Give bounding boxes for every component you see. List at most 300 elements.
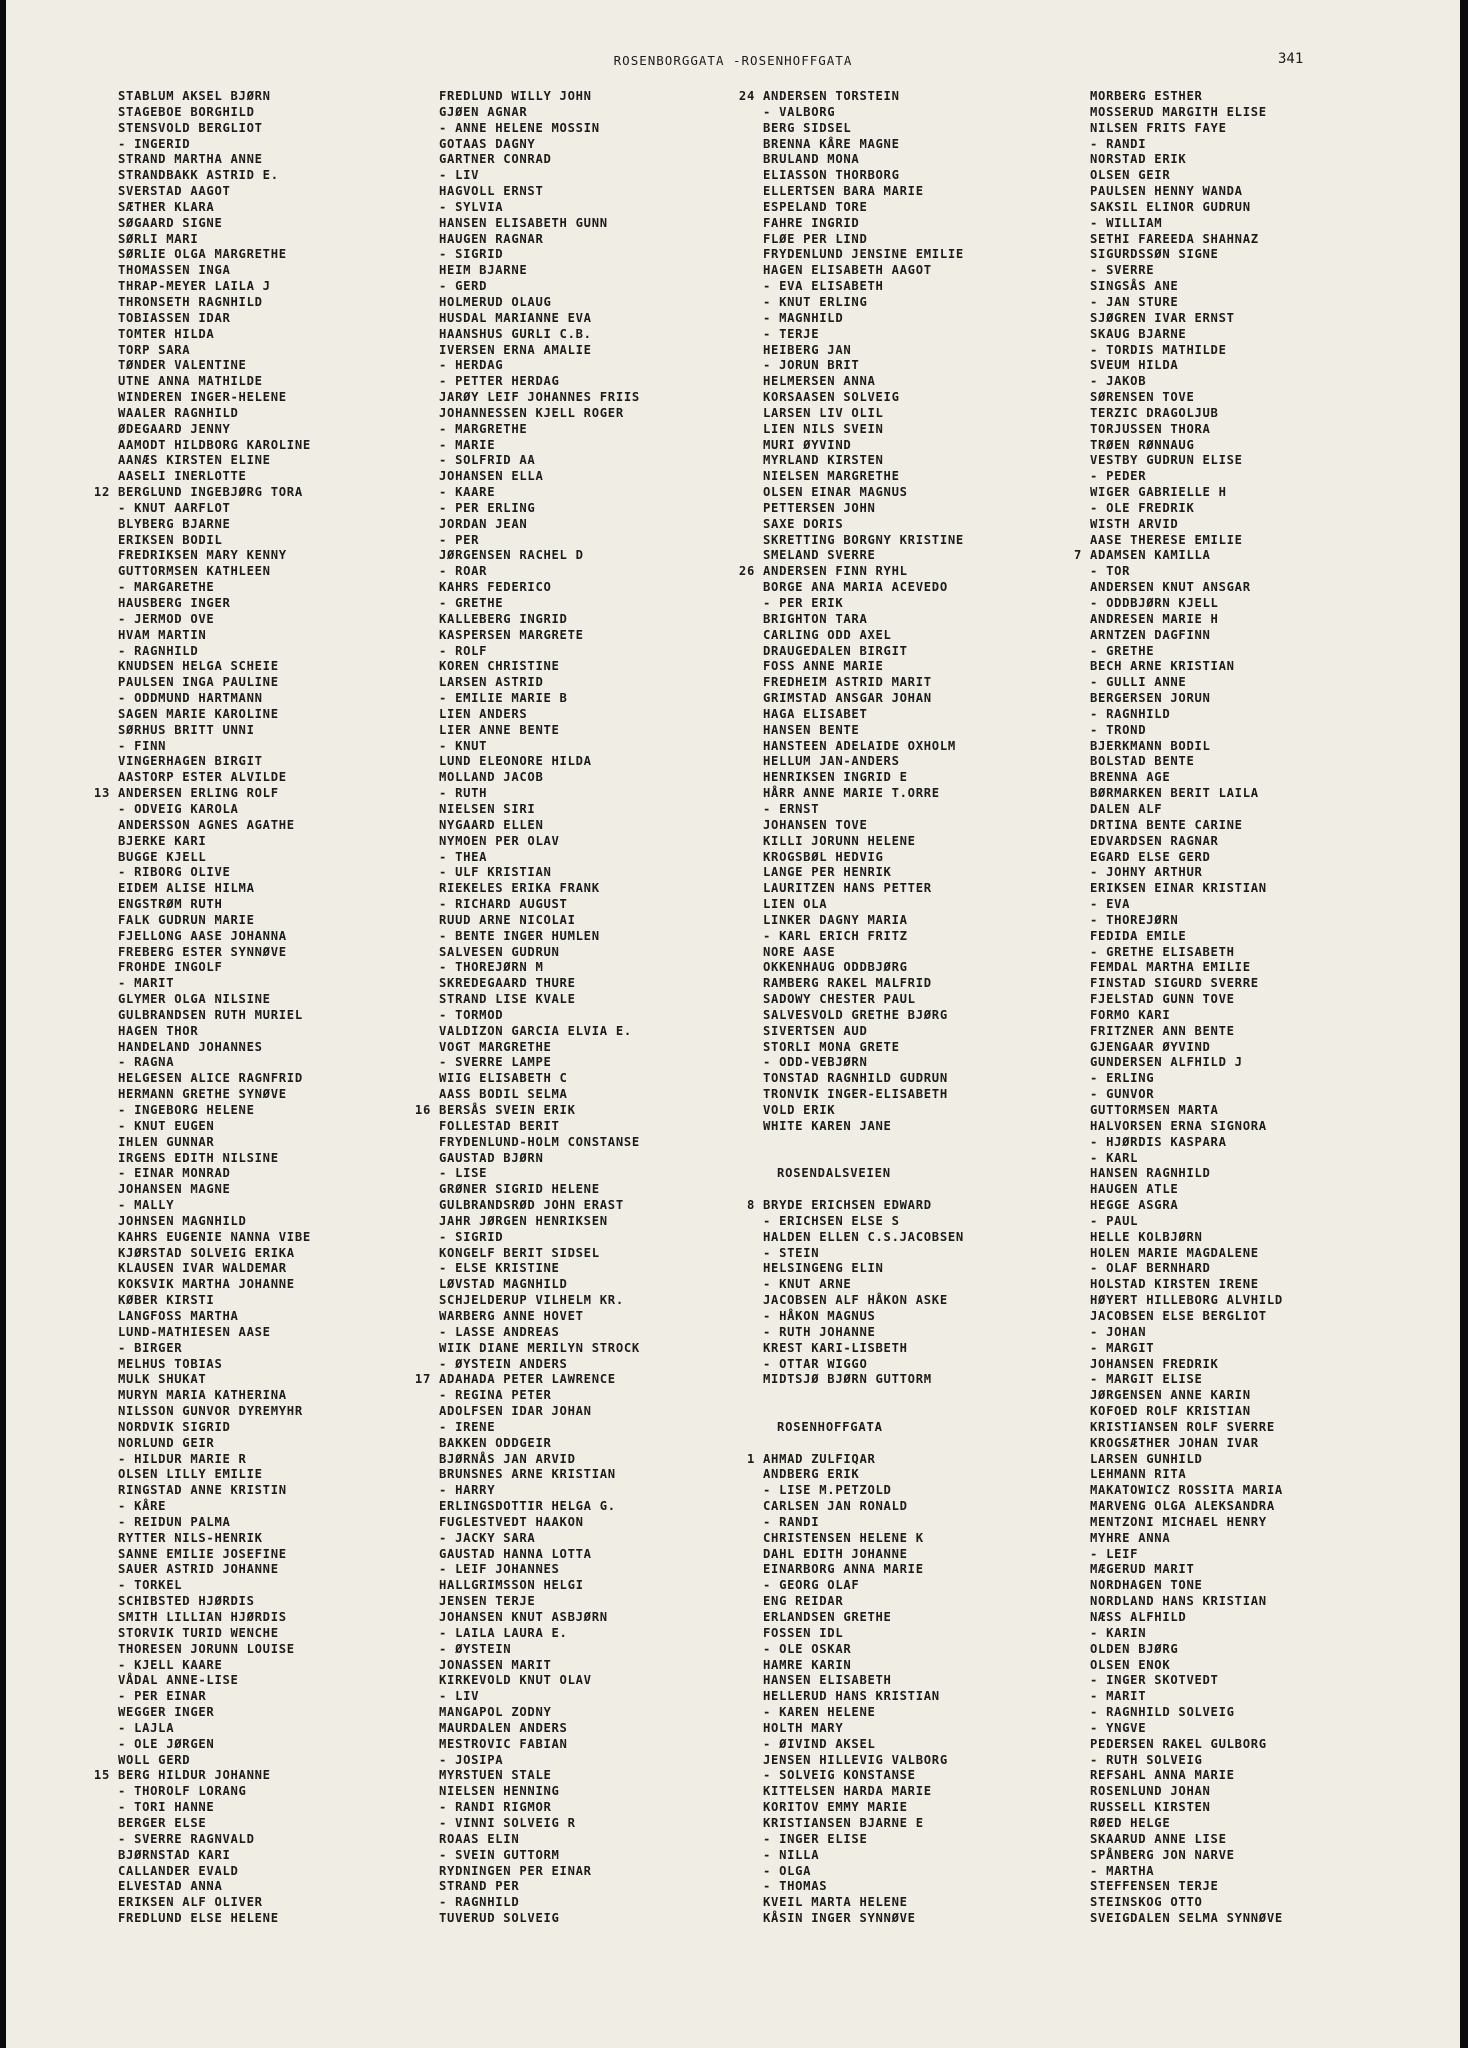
resident-name: - ERICHSEN ELSE S [763, 1213, 900, 1228]
resident-name: - INGER ELISE [763, 1831, 868, 1846]
resident-entry [1090, 1816, 1440, 1832]
resident-entry [763, 786, 1113, 802]
resident-name: SKRETTING BORGNY KRISTINE [763, 532, 964, 547]
resident-name: LARSEN GUNHILD [1090, 1451, 1203, 1466]
resident-name: - GRETHE ELISABETH [1090, 944, 1235, 959]
resident-entry [118, 263, 468, 279]
page-number: 341 [1278, 51, 1304, 67]
resident-name: HAMRE KARIN [763, 1657, 852, 1672]
resident-name: - RUTH JOHANNE [763, 1324, 876, 1339]
resident-name: NORDVIK SIGRID [118, 1419, 231, 1434]
resident-entry [1090, 818, 1440, 834]
resident-name: BJERKE KARI [118, 833, 207, 848]
resident-entry [1090, 1325, 1440, 1341]
resident-entry [1090, 1658, 1440, 1674]
resident-name: - RAGNA [118, 1055, 175, 1070]
resident-name: HEIM BJARNE [439, 263, 528, 278]
resident-name: - KNUT EUGEN [118, 1118, 215, 1133]
resident-entry [1090, 485, 1440, 501]
resident-name: PEDERSEN RAKEL GULBORG [1090, 1736, 1267, 1751]
column-2 [414, 89, 789, 1927]
resident-name: HAGEN THOR [118, 1023, 199, 1038]
resident-entry [763, 1309, 1113, 1325]
resident-name: AASS BODIL SELMA [439, 1087, 568, 1102]
resident-name: IHLEN GUNNAR [118, 1134, 215, 1149]
resident-entry [1090, 453, 1440, 469]
resident-name: - MARIT [118, 976, 175, 991]
resident-entry [1090, 1119, 1440, 1135]
house-number: 8 [746, 1198, 755, 1213]
resident-name: SKREDEGAARD THURE [439, 976, 576, 991]
resident-entry [1090, 1087, 1440, 1103]
resident-entry [763, 881, 1113, 897]
street-heading: ROSENDALSVEIEN [777, 1166, 891, 1181]
resident-entry [439, 327, 789, 343]
resident-name: - MARGIT ELISE [1090, 1372, 1203, 1387]
resident-name: LAURITZEN HANS PETTER [763, 881, 932, 896]
resident-name: - RANDI [1090, 136, 1147, 151]
resident-name: GJENGAAR ØYVIND [1090, 1039, 1211, 1054]
resident-entry [118, 739, 468, 755]
resident-entry [763, 1008, 1113, 1024]
resident-name: BRIGHTON TARA [763, 611, 868, 626]
resident-name: TERZIC DRAGOLJUB [1090, 405, 1219, 420]
resident-name: JOHANSEN MAGNE [118, 1182, 231, 1197]
resident-entry [118, 897, 468, 913]
resident-name: WIIK DIANE MERILYN STROCK [439, 1340, 640, 1355]
resident-name: JORDAN JEAN [439, 516, 528, 531]
resident-name: STENSVOLD BERGLIOT [118, 120, 263, 135]
resident-entry [439, 438, 789, 454]
resident-name: LANGE PER HENRIK [763, 865, 892, 880]
directory-page [6, 0, 1460, 2048]
resident-name: STEINSKOG OTTO [1090, 1895, 1203, 1910]
resident-entry [439, 1055, 789, 1071]
resident-entry [763, 834, 1113, 850]
resident-name: ANDERSSON AGNES AGATHE [118, 817, 295, 832]
resident-name: MYRLAND KIRSTEN [763, 453, 884, 468]
resident-entry [1090, 1626, 1440, 1642]
resident-name: HAANSHUS GURLI C.B. [439, 326, 592, 341]
resident-name: - PEDER [1090, 469, 1147, 484]
resident-entry [439, 1531, 789, 1547]
resident-name: FJELSTAD GUNN TOVE [1090, 992, 1235, 1007]
resident-name: STAGEBOE BORGHILD [118, 104, 255, 119]
resident-entry [118, 1198, 468, 1214]
resident-entry [118, 1071, 468, 1087]
resident-entry [439, 1024, 789, 1040]
resident-entry [1090, 1784, 1440, 1800]
resident-name: LINKER DAGNY MARIA [763, 912, 908, 927]
resident-entry [1090, 216, 1440, 232]
resident-name: NILSEN FRITS FAYE [1090, 120, 1227, 135]
resident-name: WARBERG ANNE HOVET [439, 1308, 584, 1323]
resident-name: OLSEN ENOK [1090, 1657, 1171, 1672]
resident-entry [1090, 1768, 1440, 1784]
resident-name: JONASSEN MARIT [439, 1657, 552, 1672]
resident-entry [118, 818, 468, 834]
resident-name: AANÆS KIRSTEN ELINE [118, 453, 271, 468]
resident-entry [1090, 1166, 1440, 1182]
resident-name: - OTTAR WIGGO [763, 1356, 868, 1371]
resident-name: - KAARE [439, 485, 496, 500]
resident-name: HALLGRIMSSON HELGI [439, 1578, 584, 1593]
resident-entry [763, 929, 1113, 945]
resident-name: KONGELF BERIT SIDSEL [439, 1245, 600, 1260]
resident-entry [118, 929, 468, 945]
resident-entry [439, 1261, 789, 1277]
resident-name: ROAAS ELIN [439, 1831, 520, 1846]
resident-name: MORBERG ESTHER [1090, 89, 1203, 103]
resident-entry [763, 659, 1113, 675]
resident-entry [439, 1119, 789, 1135]
resident-name: LUND ELEONORE HILDA [439, 754, 592, 769]
house-number: 12 [93, 485, 110, 500]
resident-entry [763, 675, 1113, 691]
resident-name: - NILLA [763, 1847, 820, 1862]
resident-entry [439, 881, 789, 897]
resident-entry [439, 390, 789, 406]
resident-entry [1090, 374, 1440, 390]
resident-name: - REIDUN PALMA [118, 1514, 231, 1529]
resident-entry [439, 897, 789, 913]
resident-entry [763, 1753, 1113, 1769]
resident-name: - PER ERIK [763, 596, 844, 610]
resident-name: - EINAR MONRAD [118, 1166, 231, 1181]
resident-entry [1090, 311, 1440, 327]
resident-name: - LASSE ANDREAS [439, 1324, 560, 1339]
resident-entry [763, 1864, 1113, 1880]
resident-name: SVEUM HILDA [1090, 358, 1179, 373]
resident-name: - MALLY [118, 1198, 175, 1213]
resident-entry [763, 992, 1113, 1008]
resident-name: KLAUSEN IVAR WALDEMAR [118, 1261, 287, 1276]
resident-name: HVAM MARTIN [118, 627, 207, 642]
resident-name: JOHANSEN KNUT ASBJØRN [439, 1610, 608, 1624]
resident-name: RUSSELL KIRSTEN [1090, 1800, 1211, 1815]
resident-entry [763, 1372, 1113, 1388]
resident-entry [1090, 707, 1440, 723]
resident-entry [439, 786, 789, 802]
resident-name: SCHJELDERUP VILHELM KR. [439, 1293, 624, 1308]
resident-entry [439, 754, 789, 770]
resident-entry [118, 1452, 468, 1468]
resident-entry [763, 1800, 1113, 1816]
resident-entry [439, 976, 789, 992]
resident-name: KRISTIANSEN BJARNE E [763, 1815, 924, 1830]
resident-entry [93, 485, 468, 501]
resident-entry [93, 1768, 468, 1784]
resident-name: - OLE FREDRIK [1090, 500, 1195, 515]
resident-entry [763, 327, 1113, 343]
resident-name: ERIKSEN ALF OLIVER [118, 1895, 263, 1910]
resident-entry [763, 1848, 1113, 1864]
resident-entry [1090, 279, 1440, 295]
resident-name: FRITZNER ANN BENTE [1090, 1023, 1235, 1038]
resident-name: GULBRANDSEN RUTH MURIEL [118, 1007, 303, 1022]
resident-entry [439, 1895, 789, 1911]
resident-entry [439, 1658, 789, 1674]
resident-name: BJØRNÅS JAN ARVID [439, 1451, 576, 1466]
resident-entry [439, 675, 789, 691]
resident-entry [118, 1800, 468, 1816]
resident-entry [1090, 1151, 1440, 1167]
resident-name: EIDEM ALISE HILMA [118, 881, 255, 896]
resident-entry [118, 707, 468, 723]
resident-entry [1090, 580, 1440, 596]
resident-name: IRGENS EDITH NILSINE [118, 1150, 279, 1165]
resident-entry [439, 659, 789, 675]
resident-entry [1090, 358, 1440, 374]
resident-entry [118, 1547, 468, 1563]
resident-name: SCHIBSTED HJØRDIS [118, 1594, 255, 1609]
resident-name: - STEIN [763, 1245, 820, 1260]
resident-name: HAGA ELISABET [763, 706, 868, 721]
resident-entry [118, 691, 468, 707]
resident-entry [763, 168, 1113, 184]
resident-entry [118, 1119, 468, 1135]
resident-entry [118, 580, 468, 596]
resident-entry [439, 1404, 789, 1420]
resident-entry [763, 1499, 1113, 1515]
resident-entry [1090, 1388, 1440, 1404]
resident-entry [118, 945, 468, 961]
resident-name: IVERSEN ERNA AMALIE [439, 342, 592, 357]
resident-entry [1090, 612, 1440, 628]
resident-name: HANSEN RAGNHILD [1090, 1166, 1211, 1181]
resident-entry [763, 1071, 1113, 1087]
resident-entry [1090, 1055, 1440, 1071]
resident-name: HAGEN ELISABETH AAGOT [763, 263, 932, 278]
resident-entry [439, 1515, 789, 1531]
resident-entry [118, 1832, 468, 1848]
resident-name: SVEIGDALEN SELMA SYNNØVE [1090, 1911, 1283, 1926]
resident-name: FREDHEIM ASTRID MARIT [763, 675, 932, 690]
resident-name: EDVARDSEN RAGNAR [1090, 833, 1219, 848]
resident-entry [118, 675, 468, 691]
resident-name: - SVEIN GUTTORM [439, 1847, 560, 1862]
resident-entry [1090, 1864, 1440, 1880]
resident-entry [118, 1214, 468, 1230]
resident-entry [763, 1689, 1113, 1705]
resident-entry [118, 659, 468, 675]
resident-entry [746, 1198, 1113, 1214]
resident-entry [1090, 1848, 1440, 1864]
resident-name: - JORUN BRIT [763, 358, 860, 373]
resident-entry [439, 1848, 789, 1864]
resident-entry [763, 1040, 1113, 1056]
resident-entry [118, 1040, 468, 1056]
resident-entry [439, 469, 789, 485]
resident-name: JACOBSEN ALF HÅKON ASKE [763, 1293, 948, 1308]
resident-name: LUND-MATHIESEN AASE [118, 1324, 271, 1339]
resident-entry [118, 1531, 468, 1547]
resident-name: SMITH LILLIAN HJØRDIS [118, 1610, 287, 1624]
resident-entry [439, 358, 789, 374]
resident-name: FOLLESTAD BERIT [439, 1118, 560, 1133]
resident-name: - JOSIPA [439, 1752, 504, 1767]
resident-entry [439, 1879, 789, 1895]
resident-name: BERSÅS SVEIN ERIK [439, 1103, 576, 1117]
resident-entry [118, 881, 468, 897]
resident-entry [439, 1309, 789, 1325]
resident-name: GULBRANDSRØD JOHN ERAST [439, 1198, 624, 1213]
resident-name: - ODVEIG KAROLA [118, 801, 239, 816]
resident-name: FRYDENLUND-HOLM CONSTANSE [439, 1134, 640, 1149]
resident-entry [118, 1230, 468, 1246]
resident-name: ERLINGSDOTTIR HELGA G. [439, 1499, 616, 1514]
resident-entry [439, 628, 789, 644]
resident-name: - OLGA [763, 1863, 812, 1878]
resident-entry [763, 1626, 1113, 1642]
house-number: 13 [93, 786, 110, 801]
resident-name: - ØYSTEIN [439, 1641, 512, 1656]
resident-entry [1090, 596, 1440, 612]
resident-name: HANDELAND JOHANNES [118, 1039, 263, 1054]
resident-entry [763, 1547, 1113, 1563]
resident-name: - SVERRE LAMPE [439, 1055, 552, 1070]
resident-name: BRULAND MONA [763, 152, 860, 167]
resident-name: AAMODT HILDBORG KAROLINE [118, 437, 311, 452]
resident-entry [439, 1911, 789, 1927]
resident-entry [439, 1151, 789, 1167]
resident-name: WINDEREN INGER-HELENE [118, 390, 287, 405]
resident-name: MURYN MARIA KATHERINA [118, 1388, 287, 1403]
resident-name: - EMILIE MARIE B [439, 691, 568, 706]
resident-entry [1090, 913, 1440, 929]
resident-entry [1090, 929, 1440, 945]
resident-entry [1090, 739, 1440, 755]
resident-name: KASPERSEN MARGRETE [439, 627, 584, 642]
resident-entry [1090, 1483, 1440, 1499]
resident-name: - TORMOD [439, 1007, 504, 1022]
resident-name: GRIMSTAD ANSGAR JOHAN [763, 691, 932, 706]
resident-entry [1090, 1879, 1440, 1895]
resident-name: NYMOEN PER OLAV [439, 833, 560, 848]
resident-name: - ODDMUND HARTMANN [118, 691, 263, 706]
resident-name: - RUTH SOLVEIG [1090, 1752, 1203, 1767]
resident-name: SØRLIE OLGA MARGRETHE [118, 247, 287, 262]
resident-entry [118, 1341, 468, 1357]
resident-entry [414, 1372, 789, 1388]
house-number: 16 [414, 1103, 431, 1117]
resident-entry [763, 1816, 1113, 1832]
resident-name: FOSSEN IDL [763, 1625, 844, 1640]
resident-entry [1090, 1578, 1440, 1594]
resident-entry [1090, 121, 1440, 137]
resident-entry [1090, 945, 1440, 961]
resident-entry [763, 1119, 1113, 1135]
resident-name: KVEIL MARTA HELENE [763, 1895, 908, 1910]
resident-name: TORJUSSEN THORA [1090, 421, 1211, 436]
resident-entry [763, 137, 1113, 153]
resident-entry [1090, 850, 1440, 866]
resident-name: - KAREN HELENE [763, 1705, 876, 1720]
resident-entry [118, 1008, 468, 1024]
resident-name: ERIKSEN BODIL [118, 532, 223, 547]
resident-entry [763, 628, 1113, 644]
resident-entry [439, 184, 789, 200]
resident-name: MOLLAND JACOB [439, 770, 544, 785]
resident-entry [1090, 1515, 1440, 1531]
resident-entry [1090, 1293, 1440, 1309]
resident-entry [118, 1610, 468, 1626]
resident-name: KROGSBØL HEDVIG [763, 849, 884, 864]
resident-entry [763, 1784, 1113, 1800]
resident-entry [1090, 295, 1440, 311]
resident-entry [118, 406, 468, 422]
resident-name: - PER EINAR [118, 1689, 207, 1704]
resident-name: STORVIK TURID WENCHE [118, 1625, 279, 1640]
resident-entry [118, 1689, 468, 1705]
resident-name: BERGER ELSE [118, 1815, 207, 1830]
resident-entry [1090, 1452, 1440, 1468]
resident-name: HUSDAL MARIANNE EVA [439, 310, 592, 325]
resident-entry [763, 1055, 1113, 1071]
resident-entry [118, 279, 468, 295]
resident-name: - IRENE [439, 1419, 496, 1434]
resident-name: JOHANSEN ELLA [439, 469, 544, 484]
house-number: 15 [93, 1768, 110, 1783]
resident-entry [1090, 1309, 1440, 1325]
resident-entry [118, 865, 468, 881]
resident-entry [439, 279, 789, 295]
resident-name: TOBIASSEN IDAR [118, 310, 231, 325]
resident-entry [439, 247, 789, 263]
resident-entry [118, 453, 468, 469]
resident-name: - INGER SKOTVEDT [1090, 1673, 1219, 1688]
resident-entry [763, 1768, 1113, 1784]
resident-name: TONSTAD RAGNHILD GUDRUN [763, 1071, 948, 1086]
resident-name: BJØRNSTAD KARI [118, 1847, 231, 1862]
resident-name: - SOLVEIG KONSTANSE [763, 1768, 916, 1783]
resident-entry [1090, 1594, 1440, 1610]
house-number: 1 [746, 1451, 755, 1466]
resident-name: GOTAAS DAGNY [439, 136, 536, 151]
resident-entry [763, 1087, 1113, 1103]
resident-name: SÆTHER KLARA [118, 199, 215, 214]
resident-name: AASELI INERLOTTE [118, 469, 247, 484]
resident-name: CALLANDER EVALD [118, 1863, 239, 1878]
resident-name: KRISTIANSEN ROLF SVERRE [1090, 1419, 1275, 1434]
resident-name: - BENTE INGER HUMLEN [439, 928, 600, 943]
resident-name: VALDIZON GARCIA ELVIA E. [439, 1023, 632, 1038]
resident-name: DRTINA BENTE CARINE [1090, 817, 1243, 832]
resident-name: NORLUND GEIR [118, 1435, 215, 1450]
resident-name: - ODDBJØRN KJELL [1090, 596, 1219, 610]
resident-entry [1090, 1341, 1440, 1357]
resident-entry [118, 1642, 468, 1658]
resident-entry [1090, 897, 1440, 913]
resident-entry [763, 580, 1113, 596]
resident-name: FUGLESTVEDT HAAKON [439, 1514, 584, 1529]
resident-entry [763, 295, 1113, 311]
resident-entry [763, 184, 1113, 200]
resident-name: BECH ARNE KRISTIAN [1090, 659, 1235, 674]
resident-entry [763, 1246, 1113, 1262]
resident-name: - LEIF JOHANNES [439, 1562, 560, 1577]
resident-entry [1090, 1721, 1440, 1737]
resident-name: UTNE ANNA MATHILDE [118, 374, 263, 389]
resident-name: GRØNER SIGRID HELENE [439, 1182, 600, 1197]
resident-entry [763, 596, 1113, 612]
resident-name: KJØRSTAD SOLVEIG ERIKA [118, 1245, 295, 1260]
resident-name: BRENNA KÅRE MAGNE [763, 136, 900, 151]
resident-name: - KNUT ERLING [763, 294, 868, 309]
resident-entry [1090, 1230, 1440, 1246]
resident-entry [1090, 422, 1440, 438]
resident-entry [763, 1737, 1113, 1753]
